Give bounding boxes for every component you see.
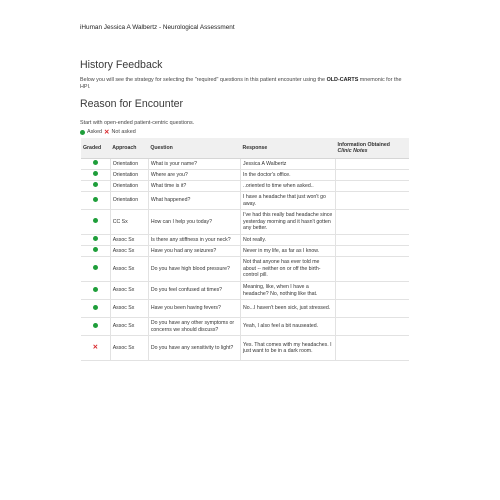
asked-dot-icon <box>93 182 98 187</box>
approach-cell: Orientation <box>110 159 148 170</box>
header-info-label: Information Obtained <box>337 142 390 148</box>
response-cell: Meaning, like, when I have a headache? No, nothing like that. <box>241 282 336 300</box>
graded-cell <box>81 336 110 361</box>
approach-cell: Assoc Sx <box>110 300 148 318</box>
asked-dot-icon <box>93 160 98 165</box>
table-row <box>81 181 409 192</box>
info-cell <box>336 336 410 361</box>
document-header: iHuman Jessica A Walbertz - Neurological Assessment <box>80 24 235 31</box>
reason-subtitle: Start with open-ended patient-centric questions. <box>80 120 195 126</box>
table-row <box>81 282 409 300</box>
question-cell: What time is it? <box>148 181 240 192</box>
response-cell: Not really. <box>241 235 336 246</box>
question-cell: Do you have any sensitivity to light? <box>148 336 240 361</box>
header-info <box>336 138 410 159</box>
graded-cell <box>81 235 110 246</box>
info-cell <box>336 282 410 300</box>
table-row <box>81 246 409 257</box>
table-row <box>81 210 409 235</box>
approach-cell: Assoc Sx <box>110 336 148 361</box>
legend-not-asked-label: Not asked <box>111 129 136 135</box>
response-cell: I've had this really bad headache since yesterday morning and it hasn't gotten any better. <box>241 210 336 235</box>
table-row <box>81 159 409 170</box>
graded-cell <box>81 257 110 282</box>
response-cell: Yeah, I also feel a bit nauseated. <box>241 318 336 336</box>
approach-cell: Assoc Sx <box>110 318 148 336</box>
section-intro <box>80 77 410 91</box>
header-approach: Approach <box>110 138 148 159</box>
graded-cell <box>81 181 110 192</box>
graded-cell <box>81 170 110 181</box>
not-asked-x-icon: ✕ <box>103 128 110 136</box>
response-cell: Yes. That comes with my headaches. I just want to be in a dark room. <box>241 336 336 361</box>
approach-cell: Assoc Sx <box>110 257 148 282</box>
table-row <box>81 318 409 336</box>
asked-dot-icon <box>93 236 98 241</box>
legend-asked-label: Asked <box>87 129 102 135</box>
info-cell <box>336 159 410 170</box>
question-cell: What happened? <box>148 192 240 210</box>
not-asked-x-icon: ✕ <box>92 343 99 351</box>
question-cell: What is your name? <box>148 159 240 170</box>
asked-dot-icon <box>93 171 98 176</box>
intro-mnemonic: OLD-CARTS <box>326 77 359 83</box>
response-cell: Not that anyone has ever told me about -- neither on or off the birth-control pill. <box>241 257 336 282</box>
table-header-row <box>81 138 409 159</box>
asked-dot-icon <box>93 287 98 292</box>
asked-dot-icon <box>80 130 85 135</box>
graded-cell <box>81 210 110 235</box>
info-cell <box>336 318 410 336</box>
history-table <box>81 138 409 361</box>
info-cell <box>336 210 410 235</box>
asked-dot-icon <box>93 323 98 328</box>
header-question: Question <box>148 138 240 159</box>
response-cell: No...I haven't been sick, just stressed. <box>241 300 336 318</box>
response-cell: Jessica A Walbertz <box>241 159 336 170</box>
info-cell <box>336 257 410 282</box>
section-title: History Feedback <box>80 59 163 71</box>
table-row <box>81 336 409 361</box>
asked-dot-icon <box>93 305 98 310</box>
response-cell: ..oriented to time when asked.. <box>241 181 336 192</box>
asked-dot-icon <box>93 265 98 270</box>
approach-cell: Orientation <box>110 170 148 181</box>
header-response: Response <box>241 138 336 159</box>
question-cell: How can I help you today? <box>148 210 240 235</box>
approach-cell: Orientation <box>110 181 148 192</box>
question-cell: Where are you? <box>148 170 240 181</box>
info-cell <box>336 300 410 318</box>
header-graded: Graded <box>81 138 110 159</box>
question-cell: Is there any stiffness in your neck? <box>148 235 240 246</box>
graded-cell <box>81 159 110 170</box>
question-cell: Do you have any other symptoms or concerns we should discuss? <box>148 318 240 336</box>
reason-title: Reason for Encounter <box>80 98 184 110</box>
question-cell: Do you feel confused at times? <box>148 282 240 300</box>
table-row <box>81 170 409 181</box>
response-cell: Never in my life, as far as I know. <box>241 246 336 257</box>
asked-dot-icon <box>93 247 98 252</box>
graded-cell <box>81 282 110 300</box>
question-cell: Do you have high blood pressure? <box>148 257 240 282</box>
info-cell <box>336 192 410 210</box>
asked-dot-icon <box>93 197 98 202</box>
approach-cell: Orientation <box>110 192 148 210</box>
intro-prefix: Below you will see the strategy for selecting the "required" questions in this patient encounter using the <box>80 77 327 83</box>
info-cell <box>336 246 410 257</box>
info-cell <box>336 235 410 246</box>
table-row <box>81 300 409 318</box>
graded-cell <box>81 246 110 257</box>
info-cell <box>336 181 410 192</box>
question-cell: Have you had any seizures? <box>148 246 240 257</box>
approach-cell: CC Sx <box>110 210 148 235</box>
legend <box>80 129 136 135</box>
approach-cell: Assoc Sx <box>110 282 148 300</box>
question-cell: Have you been having fevers? <box>148 300 240 318</box>
table-row <box>81 257 409 282</box>
table-body <box>81 159 409 361</box>
approach-cell: Assoc Sx <box>110 246 148 257</box>
header-info-sub: Clinic Notes <box>337 148 368 154</box>
table-row <box>81 235 409 246</box>
table-row <box>81 192 409 210</box>
graded-cell <box>81 300 110 318</box>
info-cell <box>336 170 410 181</box>
response-cell: In the doctor's office. <box>241 170 336 181</box>
asked-dot-icon <box>93 218 98 223</box>
graded-cell <box>81 192 110 210</box>
intro-suffix: mnemonic for the HPI. <box>80 77 402 90</box>
approach-cell: Assoc Sx <box>110 235 148 246</box>
response-cell: I have a headache that just won't go away. <box>241 192 336 210</box>
graded-cell <box>81 318 110 336</box>
